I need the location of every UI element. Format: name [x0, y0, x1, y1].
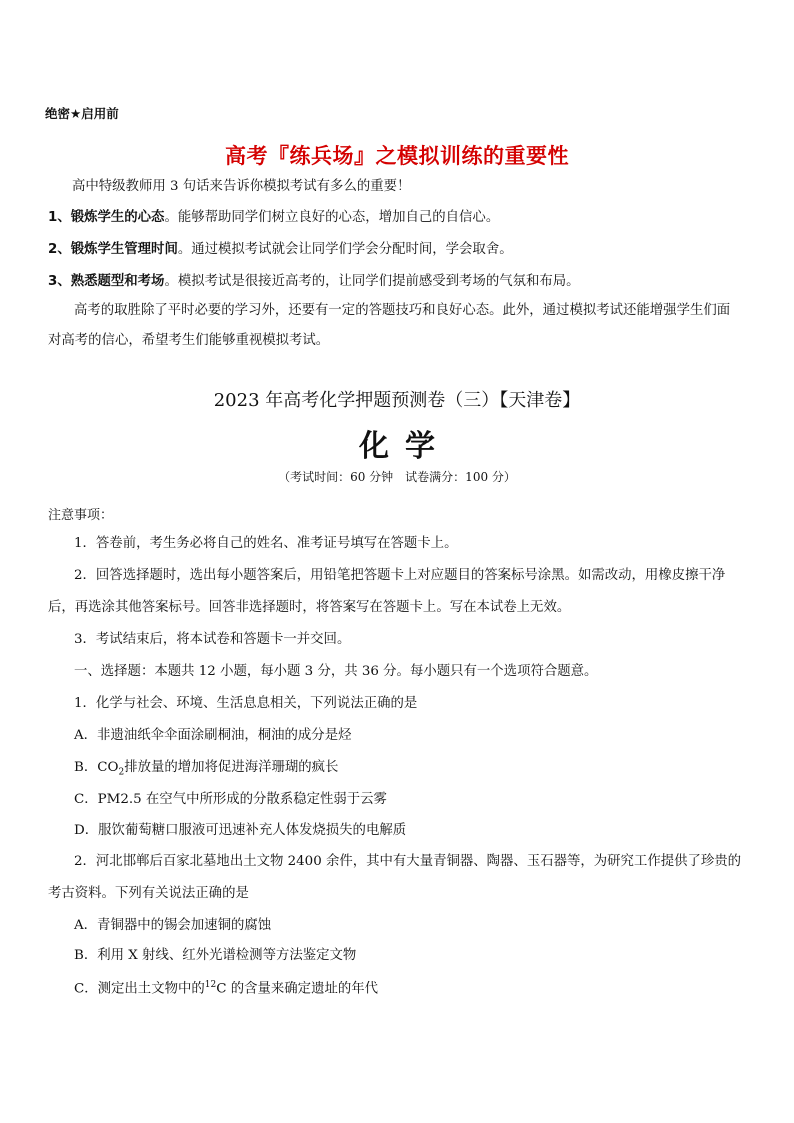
- option-c-prefix: C．测定出土文物中的: [74, 981, 205, 997]
- subject-title: 化学: [359, 429, 451, 464]
- point-1-text: 。能够帮助同学们树立良好的心态，增加自己的自信心。: [164, 210, 500, 225]
- notes-heading: 注意事项：: [48, 508, 114, 523]
- promo-point-1: [48, 202, 738, 234]
- note-1: 1．答卷前，考生务必将自己的姓名、准考证号填写在答题卡上。: [74, 536, 458, 551]
- exam-time-info: （考试时间：60 分钟 试卷满分：100 分）: [278, 470, 516, 484]
- option-b-prefix: B．CO: [74, 760, 119, 775]
- promo-point-2: [48, 234, 738, 266]
- question-2-stem: 2．河北邯郸后百家北墓地出土文物 2400 余件，其中有大量青铜器、陶器、玉石器等，为研究工作提供了珍贵的考古资料。下列有关说法正确的是: [48, 854, 742, 901]
- question-2-option-c: [48, 970, 774, 1005]
- option-c-suffix: C 的含量来确定遗址的年代: [216, 981, 379, 997]
- promo-intro: 高中特级教师用 3 句话来告诉你模拟考试有多么的重要！: [72, 179, 411, 194]
- point-3-text: 。模拟考试是很接近高考的，让同学们提前感受到考场的气氛和布局。: [164, 274, 580, 289]
- question-1-stem: 1．化学与社会、环境、生活息息相关，下列说法正确的是: [74, 696, 418, 711]
- question-2-option-b: B．利用 X 射线、红外光谱检测等方法鉴定文物: [74, 948, 357, 963]
- note-2: 2．回答选择题时，选出每小题答案后，用铅笔把答题卡上对应题目的答案标号涂黑。如需改动，用橡皮擦干净后，再选涂其他答案标号。回答非选择题时，将答案写在答题卡上。写在本试卷上无效。: [48, 568, 726, 615]
- point-2-bold: 锻炼学生管理时间: [70, 242, 178, 257]
- point-1-number: 1、: [48, 210, 71, 225]
- isotope-superscript: 12: [204, 980, 217, 990]
- question-1-option-a: A．非遗油纸伞伞面涂刷桐油，桐油的成分是烃: [74, 728, 352, 743]
- note-3: 3．考试结束后，将本试卷和答题卡一并交回。: [74, 632, 351, 647]
- promo-closing: 高考的取胜除了平时必要的学习外，还要有一定的答题技巧和良好心态。此外，通过模拟考试还能增强学生们面对高考的信心，希望考生们能够重视模拟考试。: [48, 303, 731, 348]
- point-3-bold: 熟悉题型和考场: [70, 274, 165, 289]
- promo-point-3: [48, 266, 738, 298]
- point-3-number: 3、: [48, 274, 71, 289]
- exam-title: 2023 年高考化学押题预测卷（三）【天津卷】: [213, 390, 581, 411]
- section-1-heading: 一、选择题：本题共 12 小题，每小题 3 分，共 36 分。每小题只有一个选项符合题意。: [74, 664, 598, 679]
- point-2-text: 。通过模拟考试就会让同学们学会分配时间，学会取舍。: [177, 242, 513, 257]
- promo-title: 高考『练兵场』之模拟训练的重要性: [225, 144, 569, 168]
- question-1-option-c: C．PM2.5 在空气中所形成的分散系稳定性弱于云雾: [74, 792, 387, 807]
- question-1-option-d: D．服饮葡萄糖口服液可迅速补充人体发烧损失的电解质: [74, 823, 407, 838]
- option-b-suffix: 排放量的增加将促进海洋珊瑚的疯长: [124, 760, 339, 775]
- point-2-number: 2、: [48, 242, 71, 257]
- point-1-bold: 锻炼学生的心态: [70, 210, 165, 225]
- confidential-label: 绝密★启用前: [45, 106, 119, 121]
- co2-subscript: 2: [118, 767, 125, 778]
- question-2-option-a: A．青铜器中的锡会加速铜的腐蚀: [74, 918, 272, 933]
